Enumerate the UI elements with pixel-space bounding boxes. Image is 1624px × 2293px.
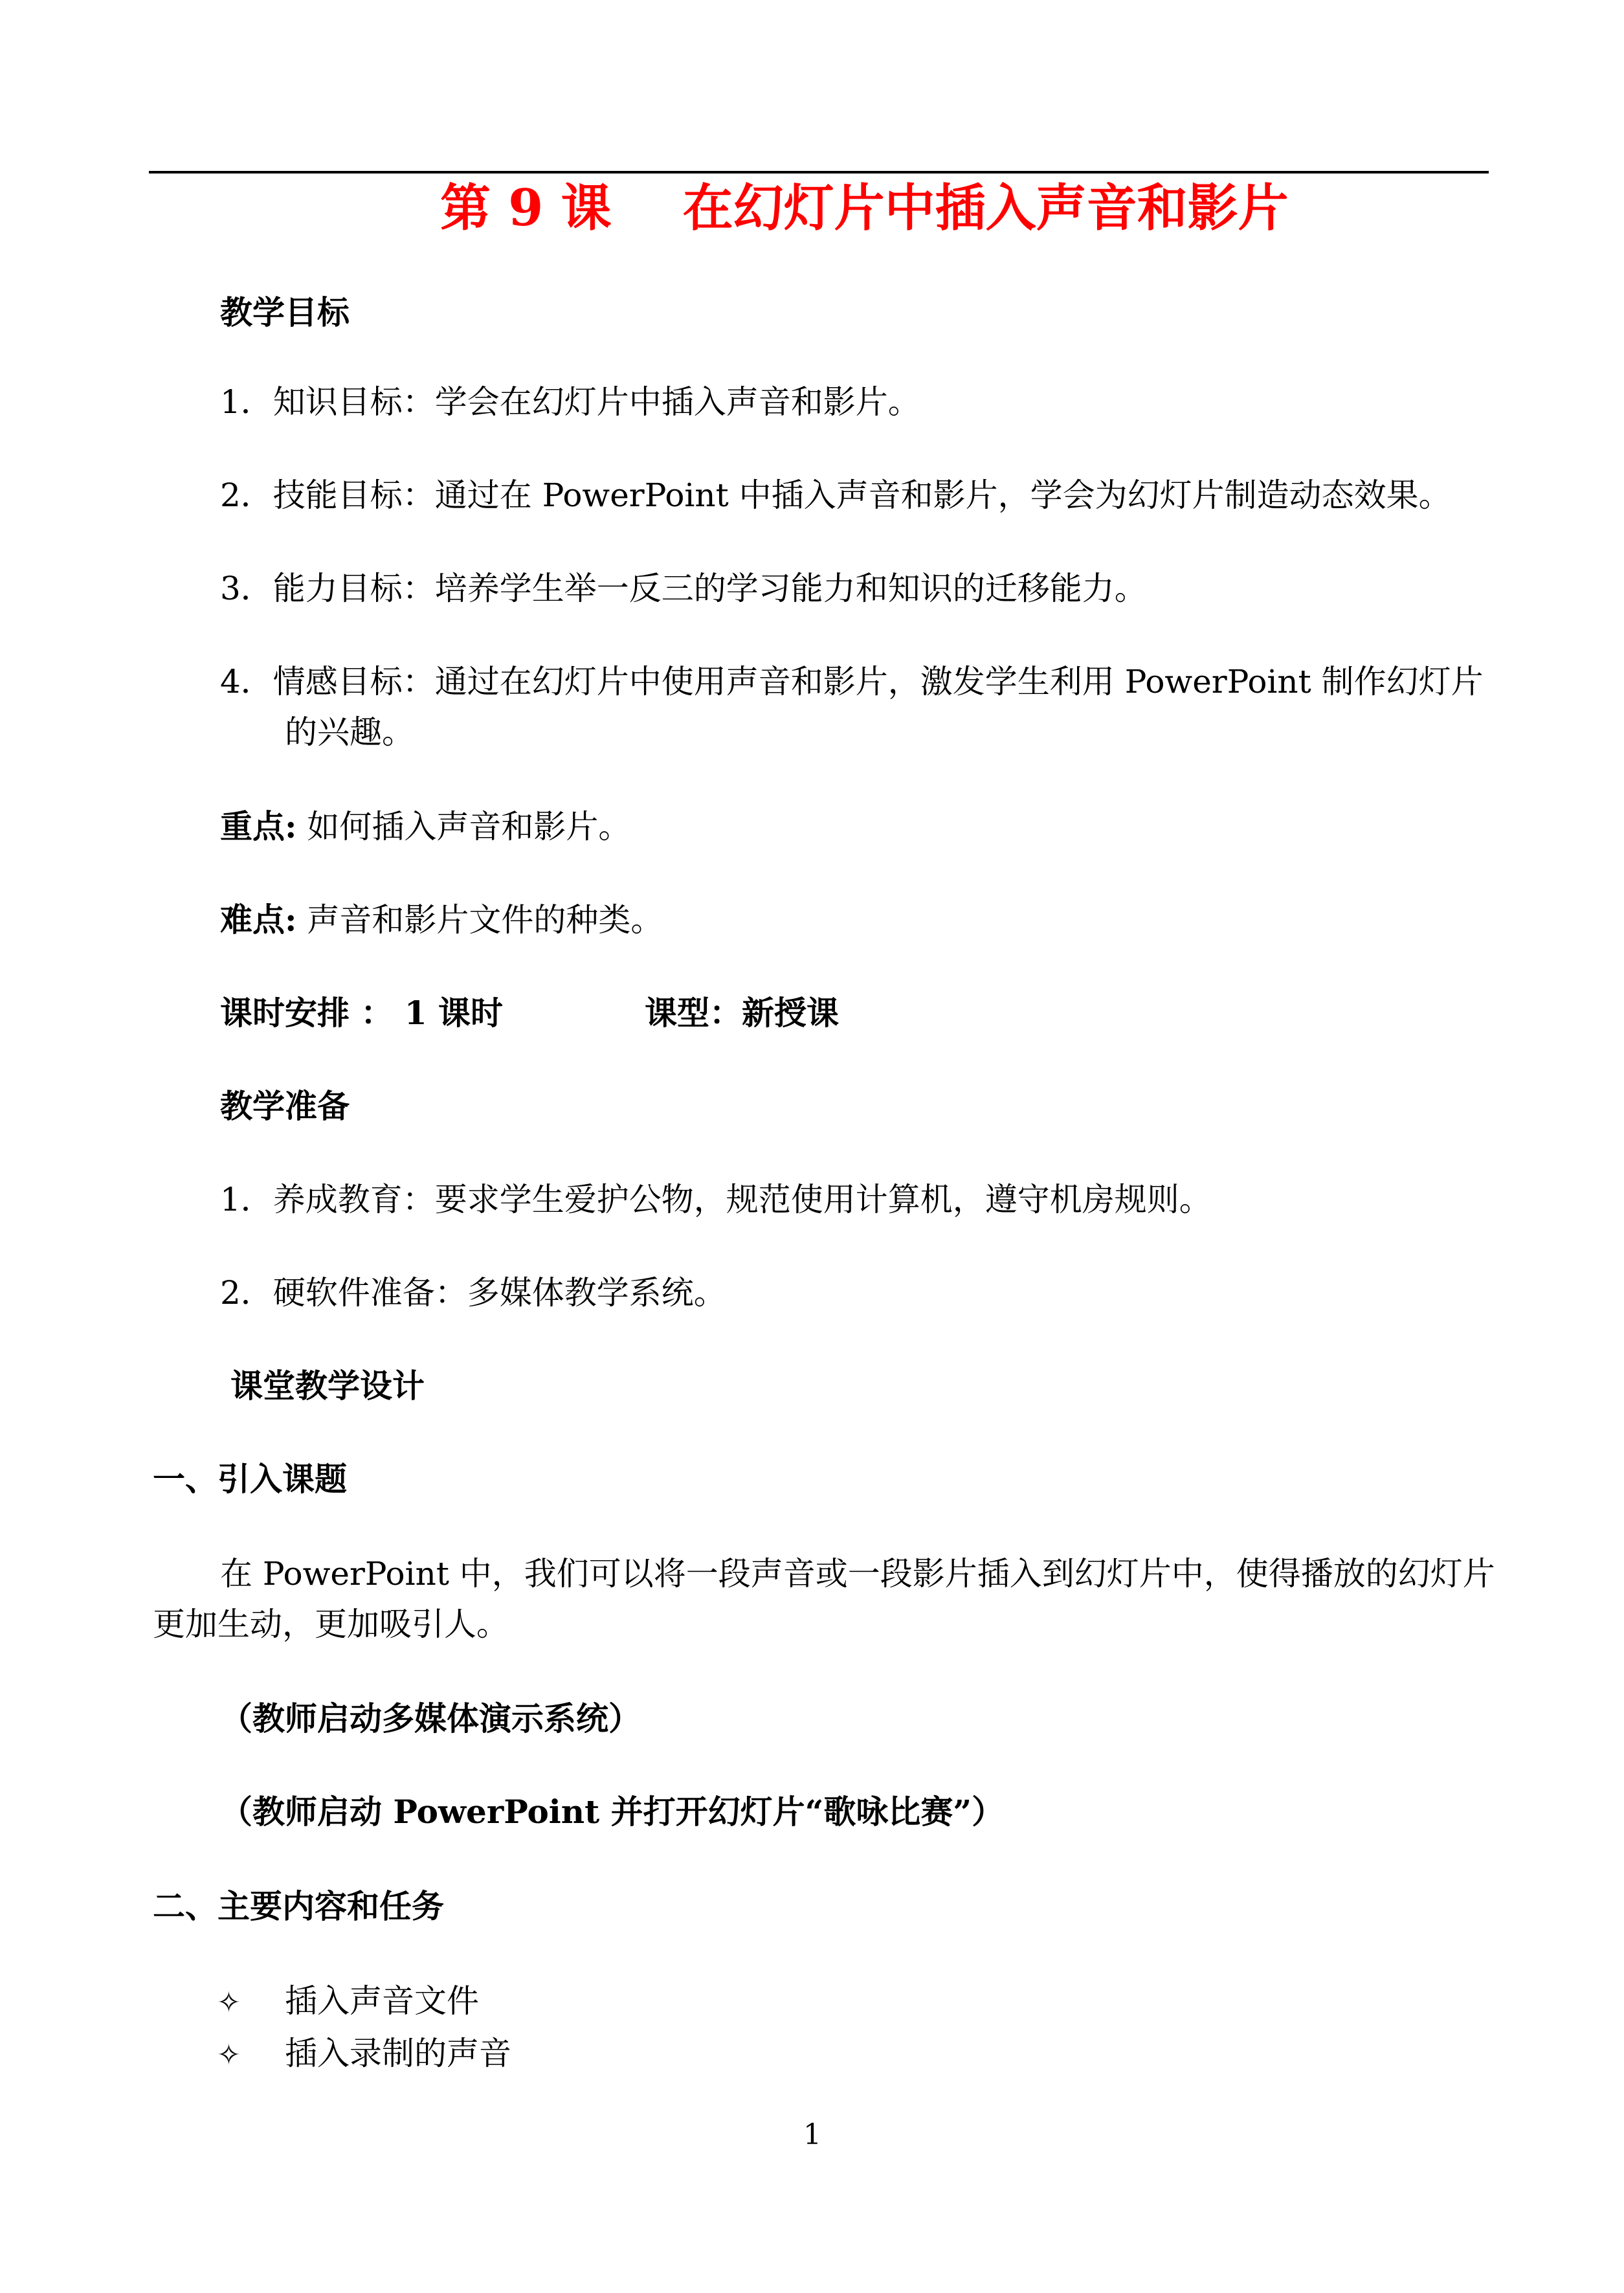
objectives-heading: 教学目标 — [220, 293, 350, 331]
list-item — [217, 1976, 511, 2028]
list-item-text: 插入录制的声音 — [285, 2035, 511, 2072]
preparation-item-2: 2．硬软件准备：多媒体教学系统。 — [220, 1274, 726, 1312]
diamond-bullet-icon: ✧ — [217, 1986, 241, 2019]
preparation-item-1: 1．养成教育：要求学生爱护公物，规范使用计算机，遵守机房规则。 — [220, 1181, 1212, 1218]
objective-item-3: 3．能力目标：培养学生举一反三的学习能力和知识的迁移能力。 — [220, 570, 1147, 607]
key-point-text: 如何插入声音和影片。 — [296, 808, 631, 845]
section-2-heading: 二、主要内容和任务 — [153, 1887, 444, 1925]
key-point — [220, 801, 630, 852]
page-title — [440, 170, 1489, 247]
objective-item-1: 1．知识目标：学会在幻灯片中插入声音和影片。 — [220, 383, 920, 421]
intro-paragraph-line-2: 更加生动，更加吸引人。 — [153, 1605, 509, 1643]
page-number: 1 — [803, 2118, 821, 2151]
schedule-label: 课时安排 ： 1 课时 — [220, 994, 504, 1032]
lesson-subject: 在幻灯片中插入声音和影片 — [682, 179, 1289, 238]
objective-item-4-continued: 的兴趣。 — [285, 713, 414, 751]
diamond-bullet-icon: ✧ — [217, 2039, 241, 2072]
preparation-heading: 教学准备 — [220, 1087, 350, 1125]
key-point-label: 重点: — [220, 807, 297, 845]
objective-item-2: 2．技能目标：通过在 PowerPoint 中插入声音和影片，学会为幻灯片制造动态效果。 — [220, 476, 1451, 514]
difficulty-text: 声音和影片文件的种类。 — [296, 901, 663, 939]
objective-item-4: 4．情感目标：通过在幻灯片中使用声音和影片，激发学生利用 PowerPoint 制作幻灯片 — [220, 663, 1484, 700]
teacher-note-2: （教师启动 PowerPoint 并打开幻灯片“歌咏比赛”） — [220, 1793, 1005, 1831]
list-item-text: 插入声音文件 — [285, 1982, 479, 2020]
list-item — [217, 2028, 511, 2081]
design-heading: 课堂教学设计 — [230, 1367, 425, 1405]
task-list — [217, 1976, 511, 2081]
difficulty-label: 难点: — [220, 900, 297, 939]
lesson-type: 课型：新授课 — [645, 994, 839, 1032]
lesson-number: 第 9 课 — [440, 179, 612, 238]
intro-paragraph-line-1: 在 PowerPoint 中，我们可以将一段声音或一段影片插入到幻灯片中，使得播放的幻灯片 — [220, 1555, 1495, 1593]
section-1-heading: 一、引入课题 — [153, 1460, 347, 1498]
teacher-note-1: （教师启动多媒体演示系统） — [220, 1699, 641, 1738]
difficulty — [220, 895, 663, 945]
